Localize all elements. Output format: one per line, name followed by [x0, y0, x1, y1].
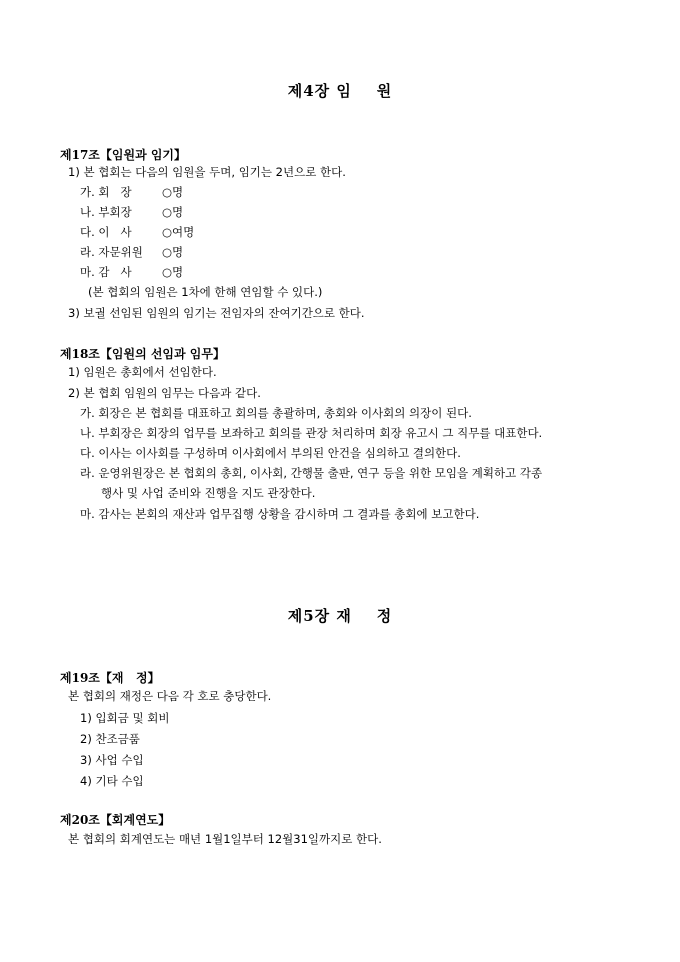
article-18-clause-1: 1) 임원은 총회에서 선임한다.	[68, 365, 217, 379]
article-19-heading: 제19조【재 정】	[60, 671, 160, 685]
role-count: ○명	[162, 185, 184, 199]
role-count: ○명	[162, 205, 184, 219]
role-count: ○명	[162, 265, 184, 279]
role-count: ○명	[162, 245, 184, 259]
role-name: 라. 자문위원	[80, 245, 143, 259]
role-count: ○여명	[162, 225, 195, 239]
role-name: 나. 부회장	[80, 205, 132, 219]
article-17-clause-3: 3) 보궐 선임된 임원의 임기는 전임자의 잔여기간으로 한다.	[68, 306, 365, 320]
duty-item-continuation: 행사 및 사업 준비와 진행을 지도 관장한다.	[101, 486, 316, 500]
role-item	[80, 224, 194, 240]
duty-item: 다. 이사는 이사회를 구성하며 이사회에서 부의된 안건을 심의하고 결의한다.	[80, 446, 461, 460]
duty-item: 나. 부회장은 회장의 업무를 보좌하고 회의를 관장 처리하며 회장 유고시 그 직무를 대표한다.	[80, 426, 543, 440]
finance-item: 2) 찬조금품	[80, 732, 140, 746]
role-item	[80, 204, 183, 220]
article-17-note: (본 협회의 임원은 1차에 한해 연임할 수 있다.)	[88, 285, 323, 299]
duty-item: 라. 운영위원장은 본 협회의 총회, 이사회, 간행물 출판, 연구 등을 위한 모임을 계획하고 각종	[80, 466, 543, 480]
article-20-text: 본 협회의 회계연도는 매년 1월1일부터 12월31일까지로 한다.	[68, 832, 382, 846]
article-18-heading: 제18조【임원의 선임과 임무】	[60, 347, 225, 361]
duty-item: 마. 감사는 본회의 재산과 업무집행 상황을 감시하며 그 결과를 총회에 보고한다.	[80, 507, 480, 521]
finance-item: 3) 사업 수입	[80, 753, 144, 767]
chapter-4-title: 제4장 임 원	[287, 82, 393, 100]
article-19-intro: 본 협회의 재정은 다음 각 호로 충당한다.	[68, 689, 272, 703]
role-item	[80, 244, 183, 260]
duty-item: 가. 회장은 본 협회를 대표하고 회의를 총괄하며, 총회와 이사회의 의장이 된다.	[80, 406, 472, 420]
finance-item: 1) 입회금 및 회비	[80, 711, 170, 725]
role-item	[80, 184, 183, 200]
role-name: 마. 감 사	[80, 265, 132, 279]
role-name: 다. 이 사	[80, 225, 132, 239]
finance-item: 4) 기타 수입	[80, 774, 144, 788]
article-18-clause-2: 2) 본 협회 임원의 임무는 다음과 같다.	[68, 386, 261, 400]
role-name: 가. 회 장	[80, 185, 132, 199]
chapter-5-title: 제5장 재 정	[287, 607, 393, 625]
article-17-heading: 제17조【임원과 임기】	[60, 148, 187, 162]
article-20-heading: 제20조【회계연도】	[60, 813, 171, 827]
role-item	[80, 264, 183, 280]
article-17-clause-1: 1) 본 협회는 다음의 임원을 두며, 임기는 2년으로 한다.	[68, 165, 346, 179]
